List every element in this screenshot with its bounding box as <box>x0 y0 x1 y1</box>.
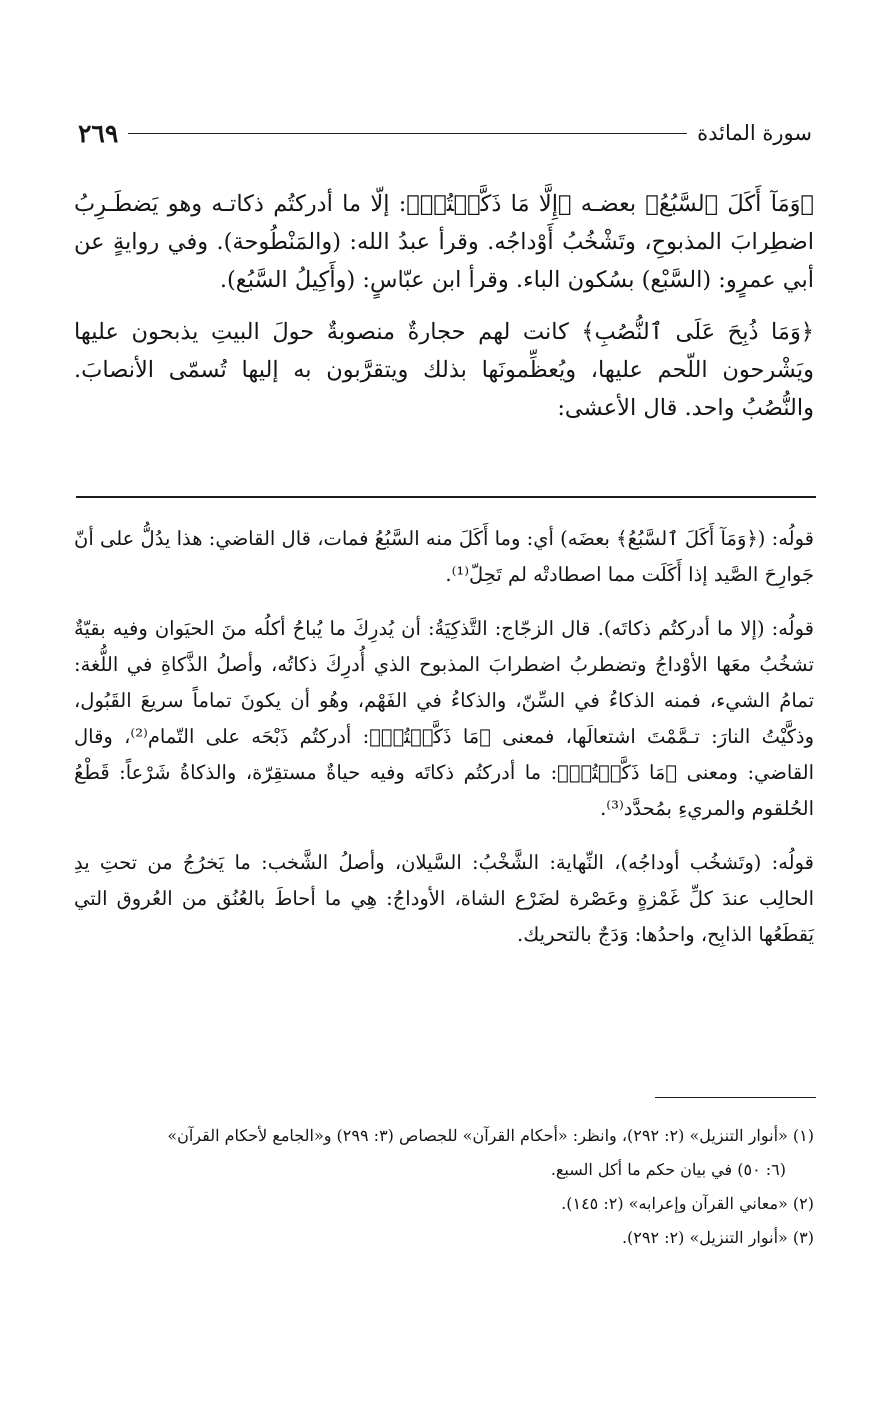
surah-title: سورة المائدة <box>697 121 812 145</box>
footnote: (٢) «معاني القرآن وإعرابه» (٢: ١٤٥). <box>561 1194 814 1213</box>
main-divider <box>76 496 816 498</box>
footnote: (١) «أنوار التنزيل» (٢: ٢٩٢)، وانظر: «أحكام القرآن» للجصاص (٣: ٢٩٩) و«الجامع لأحكام القرآن» <box>167 1126 814 1145</box>
header-rule <box>128 133 687 134</box>
footnote-rule <box>655 1097 816 1098</box>
commentary-paragraph: قولُه: (﴿وَمَآ أَكَلَ ٱلسَّبُعُ﴾ بعضَه) أي: وما أَكَلَ منه السَّبُعُ فمات، قال القاضي: هذا يدُلُّ على أنّ جَوارِحَ الصَّيد إذا أَكَلَت مما اصطادتْه لم تَحِلّ⁽¹⁾. <box>74 527 814 586</box>
page-number: ٢٦٩ <box>78 118 119 148</box>
commentary-paragraph: قولُه: (إلا ما أدركتُم ذكاتَه). قال الزجّاج: التَّذكِيَةُ: أن يُدرِكَ ما يُباحُ أكلُه منَ الحيَوان وفيه بقيّةٌ تشخُبُ معَها الأوْداجُ وتضطربُ اضطرابَ المذبوح الذي أُدرِكَ ذكاتُه، وأصلُ الذَّكاةِ في اللُّغة: تمامُ الشيء، فمنه الذكاءُ في السِّنّ، والذكاءُ في الفَهْم، وهُو أن يكونَ تماماً سريعَ القَبُول، وذكَّيْتُ النارَ: تـمَّمْتَ اشتعالَها، فمعنى ﴿مَا ذَكَّيۡتُمۡ﴾: أدركتُم ذَبْحَه على التّمام⁽²⁾، وقال القاضي: ومعنى ﴿مَا ذَكَّيۡتُمۡ﴾: ما أدركتُم ذكاتَه وفيه حياةٌ مستقِرّة، والذكاةُ شَرْعاً: قَطْعُ الحُلقوم والمريءِ بمُحدَّد⁽³⁾. <box>74 617 815 820</box>
footnote-continuation: (٦: ٥٠) في بيان حكم ما أكل السبع. <box>550 1160 786 1179</box>
footnote: (٣) «أنوار التنزيل» (٢: ٢٩٢). <box>621 1228 814 1247</box>
main-text <box>74 185 814 427</box>
commentary-paragraph: قولُه: (وتَشخُب أوداجُه)، النِّهاية: الشَّخْبُ: السَّيلان، وأصلُ الشَّخب: ما يَخرُجُ من تحتِ يدِ الحالِب عندَ كلِّ غَمْزةٍ وعَصْرة لضَرْع الشاة، الأوداجُ: هِي ما أحاطَ بالعُنُق من العُروق التي يَقطَعُها الذابِح، واحدُها: وَدَجٌ بالتحريك. <box>74 851 814 946</box>
main-paragraph: ﴿وَمَآ أَكَلَ ٱلسَّبُعُ﴾ بعضـه ﴿إِلَّا مَا ذَكَّيۡتُمۡ﴾: إلّا ما أدركتُم ذكاتـه وهو يَضطَـرِبُ اضطِرابَ المذبوحِ، وتَشْخُبُ أَوْداجُه. وقرأ عبدُ الله: (والمَنْطُوحة). وفي روايةٍ عن أبي عمرٍو: (السَّبْع) بسُكون الباء. وقرأ ابن عبّاسٍ: (وأَكِيلُ السَّبُع). <box>74 191 814 293</box>
footnotes <box>74 1119 814 1255</box>
main-paragraph: ﴿وَمَا ذُبِحَ عَلَى ٱلنُّصُبِ﴾ كانت لهم حجارةٌ منصوبةٌ حولَ البيتِ يذبحون عليها ويَشْرحون اللّحم عليها، ويُعظِّمونَها بذلك ويتقرَّبون به إليها تُسمّى الأنصابَ. والنُّصُبُ واحد. قال الأعشى: <box>74 319 814 421</box>
commentary <box>74 521 814 953</box>
page-header <box>78 116 812 150</box>
